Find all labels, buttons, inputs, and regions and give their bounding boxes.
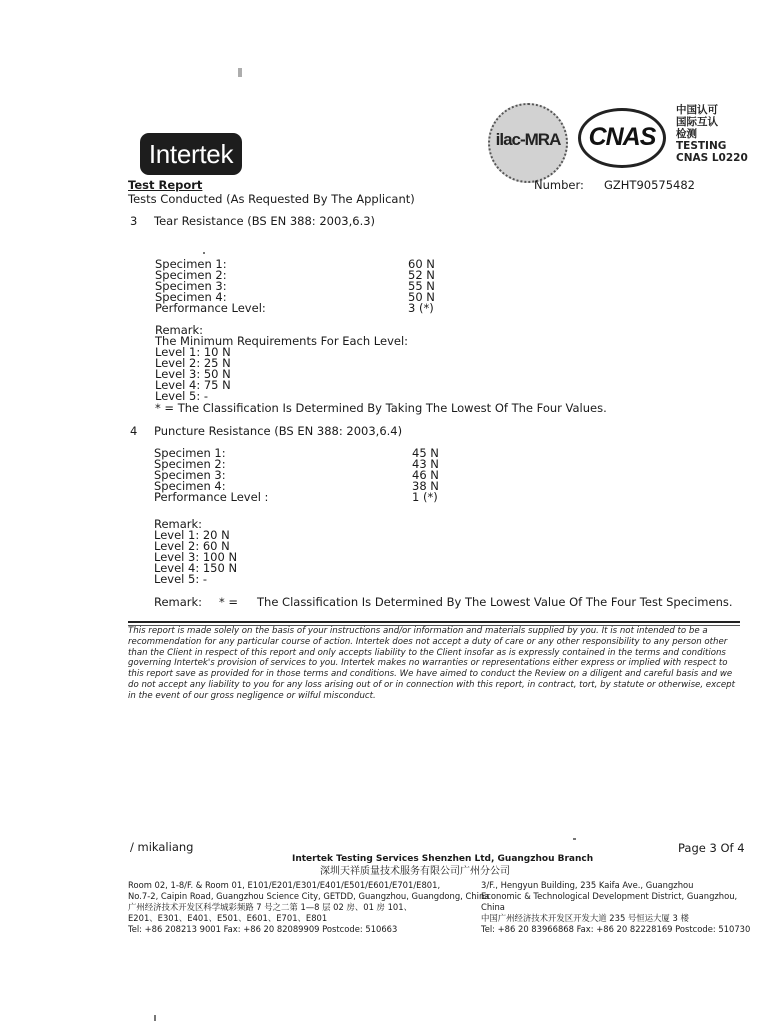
puncture-specimen-label: Specimen 3: bbox=[154, 468, 226, 482]
address-line: 广州经济技术开发区科学城彩频路 7 号之二第 1—8 层 02 房、01 房 101、 bbox=[128, 902, 412, 912]
cnas-accreditation-text: 中国认可 国际互认 检测 TESTING CNAS L0220 bbox=[676, 104, 748, 164]
signature: / mikaliang bbox=[130, 840, 194, 854]
tear-specimen-label: Specimen 4: bbox=[155, 290, 227, 304]
puncture-remark-line: Level 3: 100 N bbox=[154, 550, 238, 564]
section-3-title: Tear Resistance (BS EN 388: 2003,6.3) bbox=[154, 214, 376, 228]
section-4-title: Puncture Resistance (BS EN 388: 2003,6.4) bbox=[154, 424, 403, 438]
footer-address-right bbox=[481, 880, 750, 935]
puncture-remark-line: Level 1: 20 N bbox=[154, 528, 230, 542]
tear-specimen-value: 55 N bbox=[408, 279, 435, 293]
contact-line: Tel: +86 20 83966868 Fax: +86 20 82228169 Postcode: 510730 bbox=[481, 924, 751, 934]
report-number-label: Number: bbox=[534, 178, 584, 192]
scan-speck bbox=[203, 252, 205, 254]
puncture-specimen-value: 38 N bbox=[412, 479, 439, 493]
scan-speck bbox=[573, 838, 576, 840]
tear-specimen-label: Specimen 3: bbox=[155, 279, 227, 293]
address-line: 3/F., Hengyun Building, 235 Kaifa Ave., Guangzhou bbox=[481, 880, 694, 890]
scan-speck bbox=[154, 1015, 156, 1021]
puncture-specimen-label: Specimen 4: bbox=[154, 479, 226, 493]
tear-remark-line: Level 1: 10 N bbox=[155, 345, 231, 359]
puncture-specimen-value: 46 N bbox=[412, 468, 439, 482]
puncture-remark-line: Level 4: 150 N bbox=[154, 561, 238, 575]
report-number-value: GZHT90575482 bbox=[604, 178, 695, 192]
puncture-performance-label: Performance Level : bbox=[154, 490, 269, 504]
address-line: No.7-2, Caipin Road, Guangzhou Science City, GETDD, Guangzhou, Guangdong, China bbox=[128, 891, 490, 901]
scan-speck bbox=[238, 68, 242, 77]
tear-remark-title: Remark: bbox=[155, 323, 204, 337]
tear-remark-line: Level 2: 25 N bbox=[155, 356, 231, 370]
disclaimer-text: This report is made solely on the basis of your instructions and/or information and materials supplied by you. It is not intended to be a recommendation for any particular course of action. Intertek does not accept a duty of care or any other responsibility to any person other than the Client in respect of this report and only accepts liability to the Client insofar as is expressly contained in the terms and conditions governing Intertek's provision of services to you. Intertek makes no warranties or representations either express or implied with respect to this report save as provided for in those terms and conditions. We have aimed to conduct the Review on a diligent and careful basis and we do not accept any liability to you for any loss arising out of or in connection with this report, in contract, tort, by statute or otherwise, except in the event of our gross negligence or wilful misconduct. bbox=[128, 626, 736, 701]
final-remark-mark: * = bbox=[219, 595, 239, 609]
tear-remark-line: Level 3: 50 N bbox=[155, 367, 231, 381]
ilac-mra-seal-text: ilac-MRA bbox=[495, 130, 561, 149]
tear-specimen-value: 60 N bbox=[408, 257, 435, 271]
cnas-logo-text: CNAS bbox=[588, 123, 656, 151]
tear-specimen-label: Specimen 2: bbox=[155, 268, 227, 282]
page-number: Page 3 Of 4 bbox=[678, 841, 745, 855]
company-name-en: Intertek Testing Services Shenzhen Ltd, Guangzhou Branch bbox=[292, 854, 594, 864]
tear-remark-line: The Minimum Requirements For Each Level: bbox=[155, 334, 409, 348]
puncture-remark-line: Level 5: - bbox=[154, 572, 208, 586]
address-line: Economic & Technological Development District, Guangzhou, bbox=[481, 891, 738, 901]
puncture-specimen-label: Specimen 2: bbox=[154, 457, 226, 471]
tear-performance-value: 3 (*) bbox=[408, 301, 434, 315]
tear-remark-line: * = The Classification Is Determined By Taking The Lowest Of The Four Values. bbox=[155, 401, 607, 415]
tear-specimen-label: Specimen 1: bbox=[155, 257, 227, 271]
puncture-specimen-label: Specimen 1: bbox=[154, 446, 226, 460]
section-4-number: 4 bbox=[130, 424, 138, 438]
tear-performance-label: Performance Level: bbox=[155, 301, 266, 315]
puncture-performance-value: 1 (*) bbox=[412, 490, 438, 504]
intertek-logo: Intertek bbox=[140, 133, 242, 175]
tear-specimen-value: 50 N bbox=[408, 290, 435, 304]
address-line: Room 02, 1-8/F. & Room 01, E101/E201/E301/E401/E501/E601/E701/E801, bbox=[128, 880, 441, 890]
section-3-number: 3 bbox=[130, 214, 138, 228]
report-title: Test Report bbox=[128, 178, 203, 192]
puncture-specimen-value: 45 N bbox=[412, 446, 439, 460]
report-subtitle: Tests Conducted (As Requested By The Applicant) bbox=[128, 192, 415, 206]
final-remark-label: Remark: bbox=[154, 595, 203, 609]
tear-remark-line: Level 4: 75 N bbox=[155, 378, 231, 392]
final-remark-text: The Classification Is Determined By The Lowest Value Of The Four Test Specimens. bbox=[257, 595, 733, 609]
address-line: 中国广州经济技术开发区开发大道 235 号恒运大厦 3 楼 bbox=[481, 913, 689, 923]
puncture-remark-line: Level 2: 60 N bbox=[154, 539, 230, 553]
tear-specimen-value: 52 N bbox=[408, 268, 435, 282]
puncture-specimen-value: 43 N bbox=[412, 457, 439, 471]
footer-address-left bbox=[128, 880, 489, 935]
contact-line: Tel: +86 208213 9001 Fax: +86 20 82089909 Postcode: 510663 bbox=[128, 924, 398, 934]
address-line: China bbox=[481, 902, 505, 912]
tear-remark-line: Level 5: - bbox=[155, 389, 209, 403]
puncture-remark-title: Remark: bbox=[154, 517, 203, 531]
company-name-cn: 深圳天祥质量技术服务有限公司广州分公司 bbox=[320, 866, 510, 877]
address-line: E201、E301、E401、E501、E601、E701、E801 bbox=[128, 913, 328, 923]
